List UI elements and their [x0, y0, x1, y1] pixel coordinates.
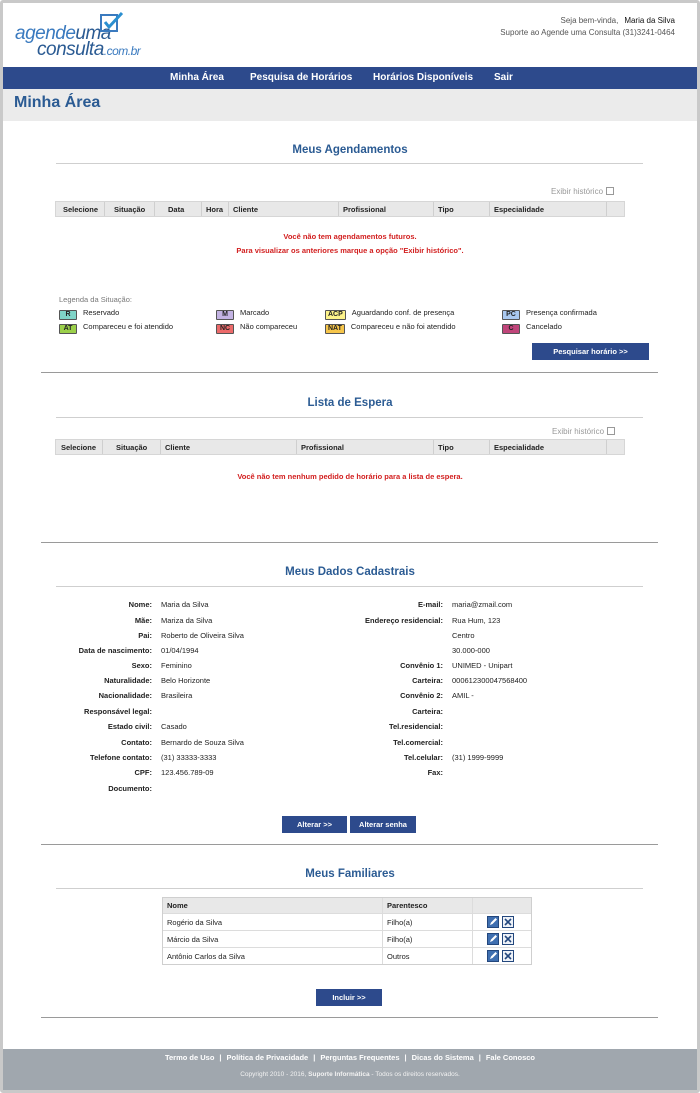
divider — [56, 417, 643, 418]
welcome-label: Seja bem-vinda, — [560, 16, 619, 25]
logo-text-domain: .com.br — [103, 44, 141, 58]
value-nome: Maria da Silva — [161, 600, 209, 609]
value-endereco: Rua Hum, 123 — [452, 616, 501, 625]
col-selecione[interactable]: Selecione — [61, 443, 97, 452]
copyright — [3, 1071, 697, 1078]
col-tipo[interactable]: Tipo — [438, 205, 454, 214]
col-data[interactable]: Data — [168, 205, 185, 214]
value-email: maria@zmail.com — [452, 600, 513, 609]
history-label: Exibir histórico — [551, 187, 604, 196]
copyright-prefix: Copyright 2010 - 2016, — [240, 1071, 307, 1078]
espera-title: Lista de Espera — [307, 397, 393, 409]
footer-link-dicas[interactable]: Dicas do Sistema — [411, 1053, 474, 1062]
family-name: Rogério da Silva — [167, 918, 223, 927]
value-convenio-1: UNIMED - Unipart — [452, 661, 513, 670]
value-tel-celular: (31) 1999-9999 — [452, 753, 504, 762]
table-row — [163, 913, 531, 930]
status-badge: R — [59, 310, 77, 320]
status-badge: M — [216, 310, 234, 320]
col-parentesco: Parentesco — [387, 901, 428, 910]
label-cpf: CPF: — [134, 768, 152, 777]
label-tel-comercial: Tel.comercial: — [393, 738, 443, 747]
label-convenio-1: Convênio 1: — [400, 661, 443, 670]
legend-label: Compareceu e foi atendido — [83, 322, 174, 331]
footer-link-contato[interactable]: Fale Conosco — [485, 1053, 536, 1062]
value-nacionalidade: Brasileira — [161, 691, 193, 700]
history-toggle[interactable] — [551, 187, 614, 196]
label-documento: Documento: — [108, 784, 152, 793]
familiares-title: Meus Familiares — [305, 868, 395, 880]
footer-links: Termo de Uso | Política de Privacidade | Perguntas Frequentes | Dicas do Sistema | Fale Conosco — [164, 1053, 536, 1062]
section-divider — [41, 542, 658, 543]
divider — [56, 163, 643, 164]
support-phone: Suporte ao Agende uma Consulta (31)3241-0464 — [500, 28, 675, 37]
divider — [56, 888, 643, 889]
label-carteira-2: Carteira: — [412, 707, 443, 716]
family-relation: Outros — [387, 952, 410, 961]
logo-text-agende: agende — [15, 23, 76, 44]
value-cep: 30.000-000 — [452, 646, 490, 655]
legend-label: Marcado — [240, 308, 270, 317]
family-name: Márcio da Silva — [167, 935, 219, 944]
value-convenio-2: AMIL - — [452, 691, 474, 700]
label-responsavel: Responsável legal: — [84, 707, 152, 716]
col-situacao[interactable]: Situação — [116, 443, 148, 452]
legend-item-at — [59, 322, 173, 334]
legend-label: Presença confirmada — [526, 308, 597, 317]
espera-history-toggle[interactable] — [552, 427, 615, 436]
col-nome: Nome — [167, 901, 188, 910]
history-checkbox[interactable] — [606, 187, 614, 195]
label-tel-celular: Tel.celular: — [403, 753, 443, 762]
value-telefone-contato: (31) 33333-3333 — [161, 753, 217, 762]
legend-item-nat — [325, 322, 456, 334]
legend-title: Legenda da Situação: — [59, 295, 132, 304]
edit-icon[interactable] — [487, 950, 499, 962]
legend-item-m — [216, 308, 269, 320]
section-divider — [41, 372, 658, 373]
logo-text-consulta: consulta — [37, 39, 104, 60]
alter-data-button[interactable]: Alterar >> — [282, 816, 347, 833]
change-password-button[interactable]: Alterar senha — [350, 816, 416, 833]
page-title-bar — [3, 89, 697, 121]
col-selecione[interactable]: Selecione — [63, 205, 99, 214]
col-tipo[interactable]: Tipo — [438, 443, 454, 452]
status-badge: C — [502, 324, 520, 334]
site-logo[interactable] — [15, 11, 141, 60]
col-cliente[interactable]: Cliente — [165, 443, 191, 452]
value-contato: Bernardo de Souza Silva — [161, 738, 244, 747]
legend-item-pc — [502, 308, 597, 320]
familiares-table — [162, 897, 532, 965]
col-cliente[interactable]: Cliente — [233, 205, 259, 214]
col-situacao[interactable]: Situação — [114, 205, 146, 214]
copyright-company: Suporte Informática — [308, 1071, 370, 1078]
family-name: Antônio Carlos da Silva — [167, 952, 245, 961]
nav-pesquisa-horarios[interactable]: Pesquisa de Horários — [250, 72, 353, 83]
status-badge: NAT — [325, 324, 345, 334]
no-waitlist-msg: Você não tem nenhum pedido de horário para a lista de espera. — [237, 472, 463, 481]
label-mae: Mãe: — [134, 616, 152, 625]
status-badge: ACP — [325, 310, 346, 320]
history-label: Exibir histórico — [552, 427, 605, 436]
divider — [56, 586, 643, 587]
section-divider — [41, 844, 658, 845]
label-endereco: Endereço residencial: — [365, 616, 443, 625]
value-carteira-1: 000612300047568400 — [452, 676, 528, 685]
legend-item-c — [502, 322, 562, 334]
label-nome: Nome: — [128, 600, 152, 609]
legend-label: Compareceu e não foi atendido — [350, 322, 456, 331]
legend-label: Cancelado — [526, 322, 562, 331]
label-carteira-1: Carteira: — [412, 676, 443, 685]
history-hint-msg: Para visualizar os anteriores marque a opção "Exibir histórico". — [236, 246, 464, 255]
label-tel-residencial: Tel.residencial: — [388, 722, 443, 731]
status-badge: AT — [59, 324, 77, 334]
legend-item-nc — [216, 322, 297, 334]
label-estado-civil: Estado civil: — [107, 722, 152, 731]
label-nacionalidade: Nacionalidade: — [98, 691, 152, 700]
checkbox-logo-icon — [99, 11, 125, 35]
no-appointments-msg: Você não tem agendamentos futuros. — [283, 232, 417, 241]
dados-title: Meus Dados Cadastrais — [285, 566, 415, 578]
label-sexo: Sexo: — [131, 661, 152, 670]
nav-horarios-disponiveis[interactable]: Horários Disponíveis — [373, 72, 474, 83]
value-pai: Roberto de Oliveira Silva — [161, 631, 244, 640]
site-header — [3, 3, 697, 67]
col-hora[interactable]: Hora — [206, 205, 224, 214]
value-sexo: Feminino — [161, 661, 192, 670]
footer-link-termo[interactable]: Termo de Uso — [164, 1053, 215, 1062]
site-footer — [3, 1049, 697, 1090]
agendamentos-table-header — [55, 201, 625, 217]
value-estado-civil: Casado — [161, 722, 187, 731]
label-telefone-contato: Telefone contato: — [90, 753, 152, 762]
legend-label: Não compareceu — [240, 322, 298, 331]
nav-minha-area[interactable]: Minha Área — [170, 72, 224, 83]
status-badge: NC — [216, 324, 234, 334]
value-mae: Mariza da Silva — [161, 616, 213, 625]
welcome-block — [500, 15, 675, 39]
legend-label: Reservado — [83, 308, 120, 317]
delete-icon[interactable] — [502, 916, 514, 928]
agendamentos-title: Meus Agendamentos — [292, 144, 408, 156]
col-especialidade[interactable]: Especialidade — [494, 443, 545, 452]
user-name: Maria da Silva — [624, 16, 675, 25]
status-badge: PC — [502, 310, 520, 320]
label-naturalidade: Naturalidade: — [104, 676, 152, 685]
copyright-suffix: - Todos os direitos reservados. — [371, 1071, 460, 1078]
legend-item-acp — [325, 308, 454, 320]
edit-icon[interactable] — [487, 916, 499, 928]
legend-item-r — [59, 308, 119, 320]
col-especialidade[interactable]: Especialidade — [494, 205, 545, 214]
familiares-table-header — [163, 898, 531, 913]
page-title: Minha Área — [14, 94, 101, 111]
section-divider — [41, 1017, 658, 1018]
label-fax: Fax: — [427, 768, 443, 777]
include-family-button[interactable]: Incluir >> — [316, 989, 382, 1006]
footer-link-faq[interactable]: Perguntas Frequentes — [320, 1053, 400, 1062]
delete-icon[interactable] — [502, 933, 514, 945]
delete-icon[interactable] — [502, 950, 514, 962]
logo-text-uma: uma — [75, 23, 111, 44]
table-row — [163, 930, 531, 947]
value-naturalidade: Belo Horizonte — [161, 676, 211, 685]
nav-sair[interactable]: Sair — [494, 72, 513, 83]
label-contato: Contato: — [121, 738, 152, 747]
main-nav — [3, 67, 697, 89]
espera-table-header — [55, 439, 625, 455]
col-profissional[interactable]: Profissional — [301, 443, 344, 452]
edit-icon[interactable] — [487, 933, 499, 945]
footer-link-privacidade[interactable]: Política de Privacidade — [226, 1053, 309, 1062]
value-bairro: Centro — [452, 631, 475, 640]
search-schedule-button[interactable]: Pesquisar horário >> — [532, 343, 649, 360]
label-nascimento: Data de nascimento: — [78, 646, 152, 655]
espera-history-checkbox[interactable] — [607, 427, 615, 435]
label-email: E-mail: — [417, 600, 443, 609]
value-nascimento: 01/04/1994 — [161, 646, 199, 655]
legend-label: Aguardando conf. de presença — [351, 308, 455, 317]
table-row — [163, 947, 531, 964]
col-profissional[interactable]: Profissional — [343, 205, 386, 214]
value-cpf: 123.456.789-09 — [161, 768, 214, 777]
family-relation: Filho(a) — [387, 935, 413, 944]
family-relation: Filho(a) — [387, 918, 413, 927]
label-pai: Pai: — [138, 631, 152, 640]
label-convenio-2: Convênio 2: — [400, 691, 443, 700]
